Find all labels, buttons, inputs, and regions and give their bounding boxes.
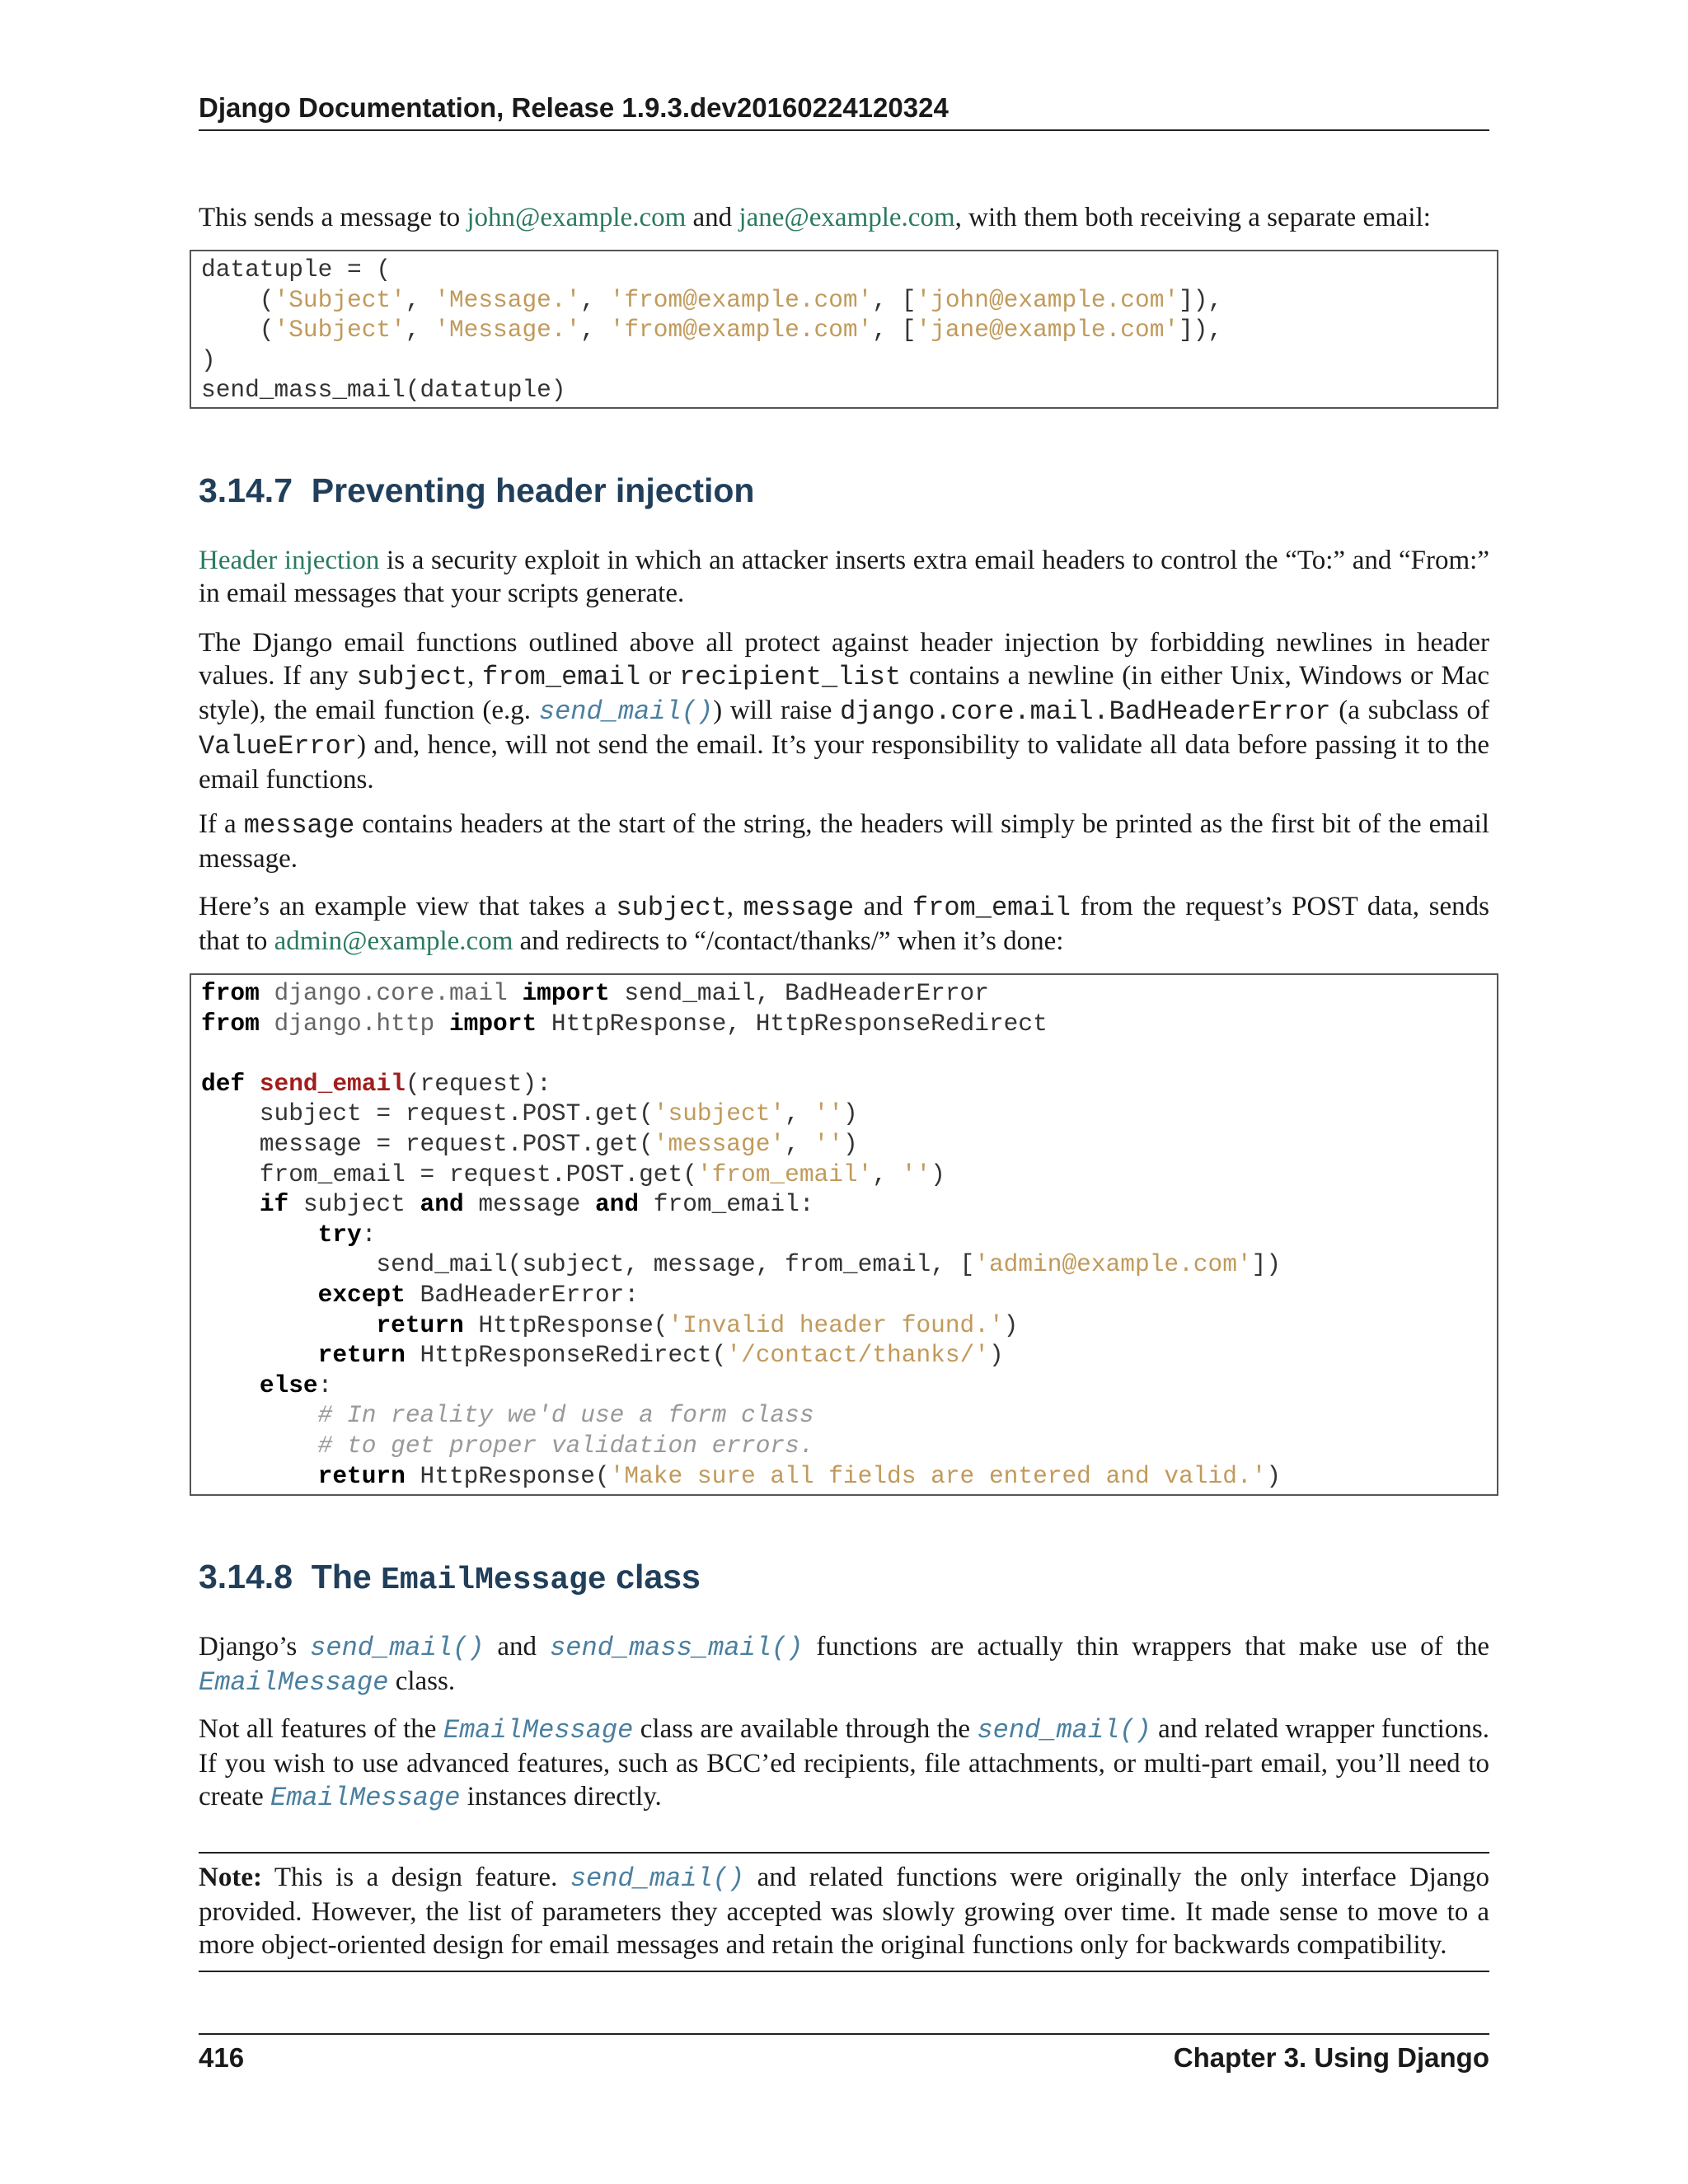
section-heading-header-injection: 3.14.7 Preventing header injection: [199, 471, 755, 509]
email-link-john[interactable]: john@example.com: [467, 203, 687, 232]
send-mail-xref[interactable]: send_mail(): [538, 696, 714, 727]
header-injection-paragraph-2: The Django email functions outlined above all protect against header injection by forbidding newlines in header values. If any subject, from_email or recipient_list contains a newline (in either Unix, Windows or Mac style), the email function (e.g. send_mail()) will raise django.core.mail.BadHeaderError (a subclass of ValueError) and, hence, will not send the email. It’s your responsibility to validate all data before passing it to the email functions.: [199, 628, 1490, 794]
email-link-admin[interactable]: admin@example.com: [274, 926, 513, 956]
emailmessage-xref[interactable]: EmailMessage: [443, 1715, 634, 1746]
note-bottom-rule: [199, 1971, 1489, 1972]
emailmessage-xref[interactable]: EmailMessage: [270, 1783, 461, 1813]
note-top-rule: [199, 1852, 1489, 1854]
emailmessage-paragraph-1: Django’s send_mail() and send_mass_mail() functions are actually thin wrappers that make use of the EmailMessage class.: [199, 1632, 1489, 1698]
code-block-datatuple: datatuple = ( ('Subject', 'Message.', 'from@example.com', ['john@example.com']), ('Subject', 'Message.', 'from@example.com', ['jane@example.com']), ) send_mass_mail(datatuple): [190, 250, 1498, 409]
send-mail-xref[interactable]: send_mail(): [570, 1863, 745, 1894]
send-mail-xref[interactable]: send_mail(): [977, 1715, 1151, 1746]
header-injection-paragraph-1: Header injection is a security exploit in which an attacker inserts extra email headers to control the “To:” and “From:” in email messages that your scripts generate.: [199, 546, 1489, 608]
footer-rule: [199, 2033, 1489, 2035]
header-injection-link[interactable]: Header injection: [199, 546, 380, 575]
running-header: Django Documentation, Release 1.9.3.dev20160224120324: [199, 92, 949, 123]
intro-paragraph: This sends a message to john@example.com and jane@example.com, with them both receiving a separate email:: [199, 203, 1431, 232]
section-heading-emailmessage-class: 3.14.8 The EmailMessage class: [199, 1558, 701, 1598]
send-mass-mail-xref[interactable]: send_mass_mail(): [550, 1633, 804, 1663]
emailmessage-paragraph-2: Not all features of the EmailMessage class are available through the send_mail() and related wrapper functions. If you wish to use advanced features, such as BCC’ed recipients, file attachments, or multi-part email, you’ll need to create EmailMessage instances directly.: [199, 1714, 1489, 1813]
note-box: Note: This is a design feature. send_mail() and related functions were originally the only interface Django provided. However, the list of parameters they accepted was slowly growing over time. It made sense to move to a more object-oriented design for email messages and retain the original functions only for backwards compatibility.: [199, 1863, 1489, 1960]
send-mail-xref[interactable]: send_mail(): [310, 1633, 485, 1663]
header-injection-paragraph-3: If a message contains headers at the start of the string, the headers will simply be printed as the first bit of the email message.: [199, 809, 1489, 874]
note-label: Note:: [199, 1863, 262, 1892]
chapter-label: Chapter 3. Using Django: [1173, 2042, 1489, 2073]
code-block-send-email-view: from django.core.mail import send_mail, BadHeaderError from django.http import HttpResponse, HttpResponseRedirect def send_email(request): subject = request.POST.get('subject', '') message = request.POST.get('message', '') from_email = request.POST.get('from_email', '') if subject and message and from_email: try: send_mail(subject, message, from_email, ['admin@example.com']) except BadHeaderError: return HttpResponse('Invalid header found.') return HttpResponseRedirect('/contact/thanks/') else: # In reality we'd use a form class # to get proper validation errors. return HttpResponse('Make sure all fields are entered and valid.'): [190, 973, 1498, 1496]
emailmessage-xref[interactable]: EmailMessage: [199, 1667, 389, 1698]
header-injection-paragraph-4: Here’s an example view that takes a subject, message and from_email from the request’s POST data, sends that to admin@example.com and redirects to “/contact/thanks/” when it’s done:: [199, 892, 1489, 956]
page-number: 416: [199, 2042, 245, 2073]
email-link-jane[interactable]: jane@example.com: [738, 203, 955, 232]
header-rule: [199, 129, 1489, 131]
